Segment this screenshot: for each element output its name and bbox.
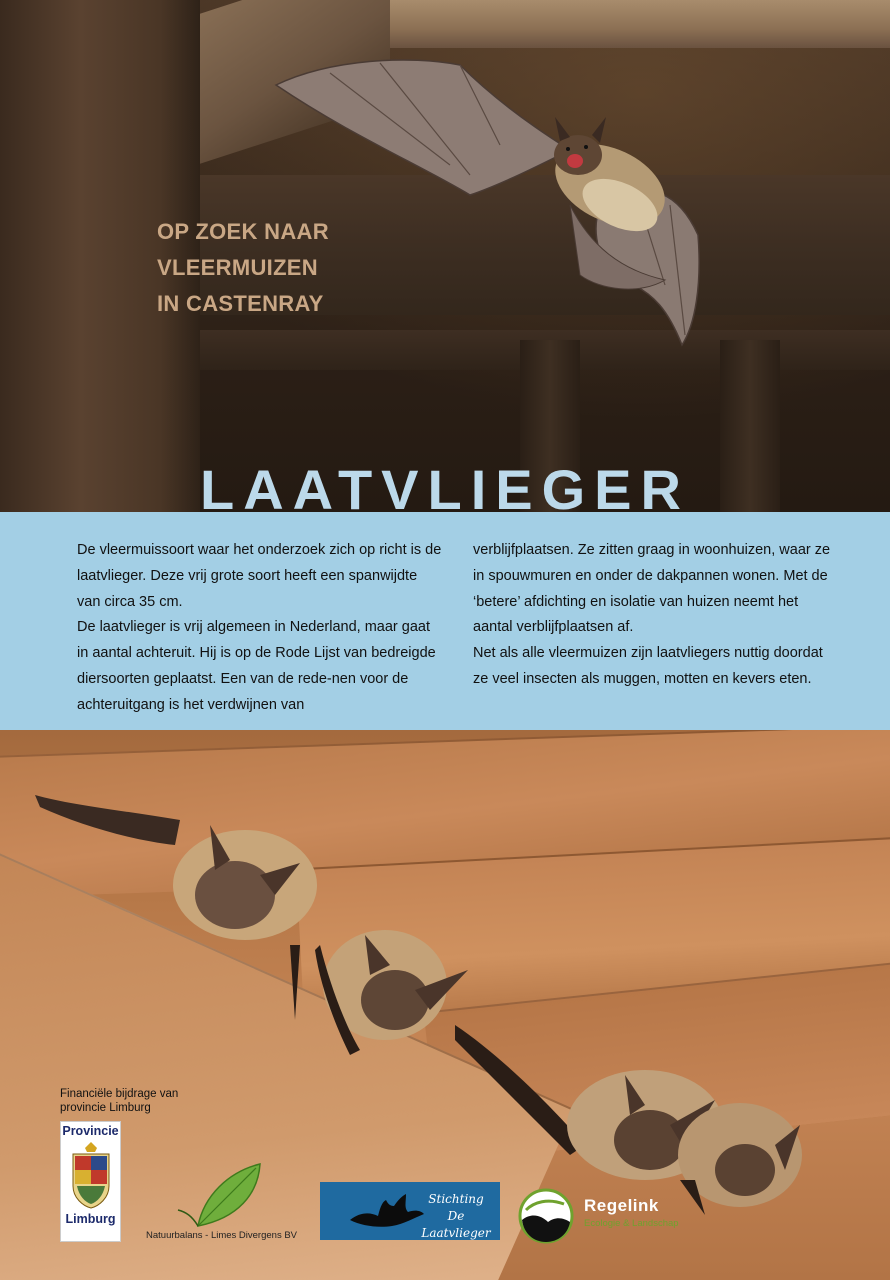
leaf-icon [176, 1160, 266, 1232]
intro-paragraph: Net als alle vleermuizen zijn laatvliegers nuttig doordat ze veel insecten als muggen, motten en kevers eten. [473, 645, 823, 687]
stichting-name-line: Stichting [428, 1192, 484, 1206]
province-label: Limburg [65, 1212, 116, 1226]
headline-line: OP ZOEK NAAR [157, 219, 329, 244]
headline-line: VLEERMUIZEN [157, 255, 318, 280]
province-shield-icon [69, 1140, 113, 1210]
intro-band [0, 512, 890, 730]
regelink-subtitle: Ecologie & Landschap [584, 1218, 679, 1229]
page-title: LAATVLIEGER [200, 458, 690, 512]
financing-note [60, 1087, 178, 1115]
stichting-name [415, 1191, 497, 1242]
top-photo [0, 0, 890, 512]
province-label: Provincie [62, 1124, 119, 1138]
stichting-laatvlieger-logo [320, 1182, 500, 1240]
intro-paragraph: De laatvlieger is vrij algemeen in Nederland, maar gaat in aantal achteruit. Hij is op de Rode Lijst van bedreigde diersoorten geplaatst. Een van de rede-nen voor de achteruitgang is het verdwijnen van [77, 619, 436, 713]
headline-line: IN CASTENRAY [157, 291, 324, 316]
regelink-name: Regelink [584, 1196, 659, 1215]
regelink-logo-icon [518, 1188, 574, 1244]
headline [157, 214, 329, 322]
intro-column-left [77, 538, 443, 719]
ceiling-beam [370, 0, 890, 48]
roosting-bats-photo [30, 785, 820, 1225]
province-limburg-logo [60, 1121, 121, 1242]
intro-paragraph: De vleermuissoort waar het onderzoek zich op richt is de laatvlieger. Deze vrij grote soort heeft een spanwijdte van circa 35 cm. [77, 542, 442, 610]
intro-paragraph: verblijfplaatsen. Ze zitten graag in woonhuizen, waar ze in spouwmuren en onder de dakpannen wonen. Met de ‘betere’ afdichting en isolatie van huizen neemt het aantal verblijfplaatsen af. [473, 542, 831, 636]
flying-bat-photo [270, 55, 710, 350]
natuurbalans-label: Natuurbalans - Limes Divergens BV [146, 1230, 298, 1241]
financing-line: provincie Limburg [60, 1102, 151, 1114]
intro-column-right [473, 538, 839, 693]
stichting-name-line: De Laatvlieger [421, 1209, 491, 1240]
financing-line: Financiële bijdrage van [60, 1088, 179, 1100]
